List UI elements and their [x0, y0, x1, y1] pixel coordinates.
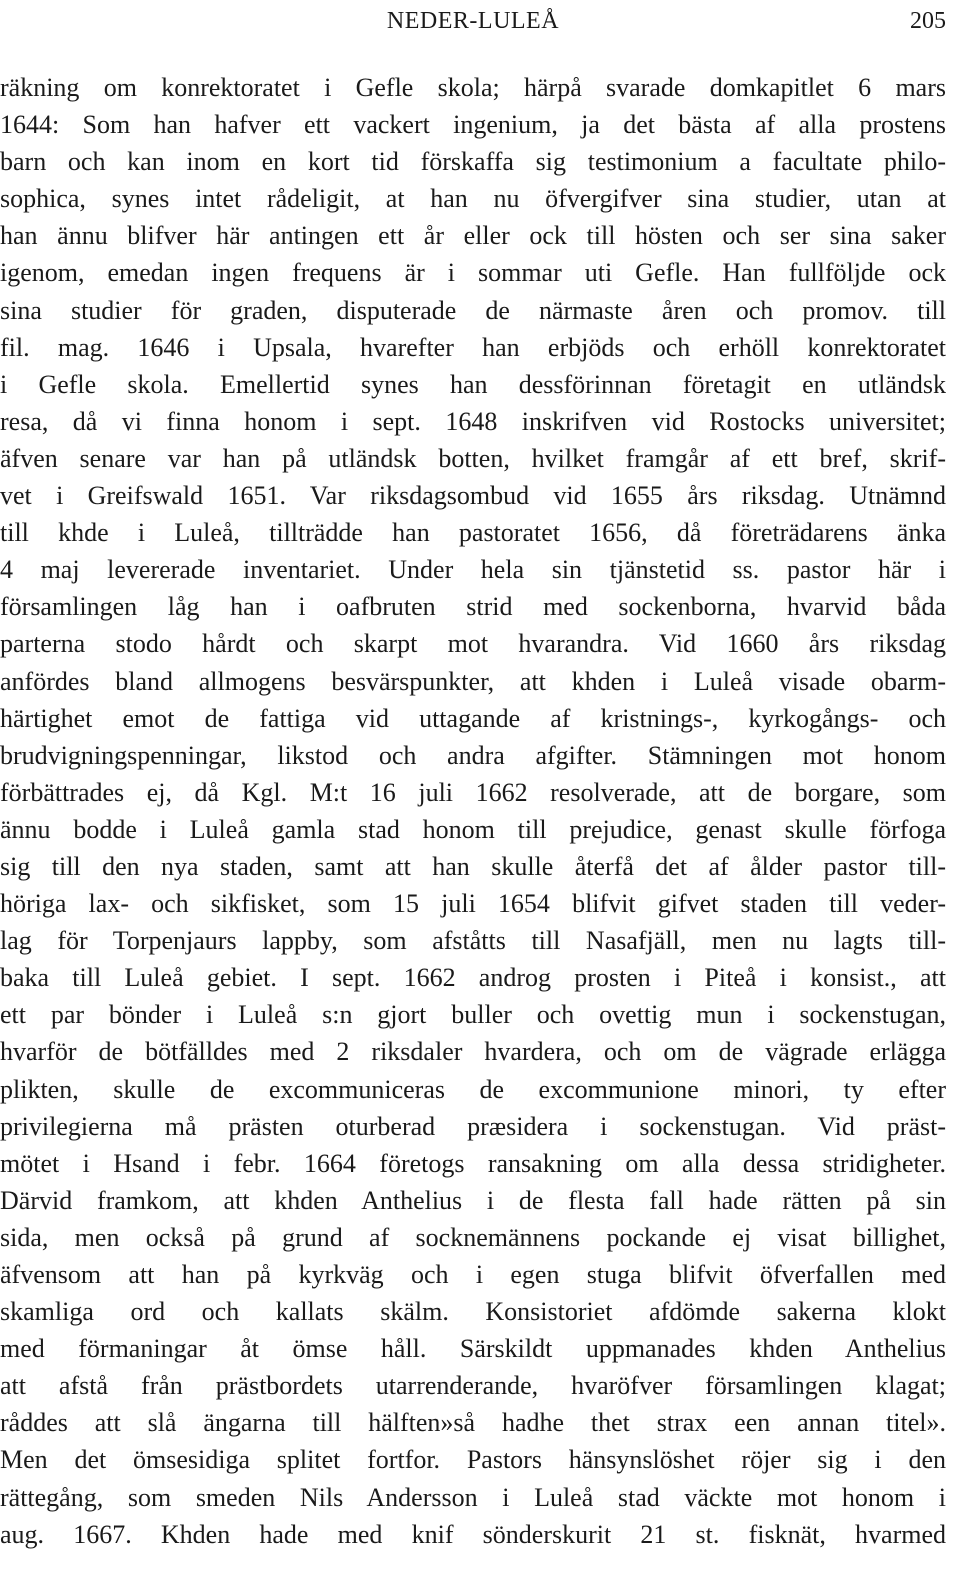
- text-line: plikten, skulle de excommuniceras de excommunione minori, ty efter: [0, 1074, 946, 1104]
- text-line: brudvigningspenningar, likstod och andra afgifter. Stämningen mot honom: [0, 740, 946, 770]
- text-line: att afstå från prästbordets utarrenderande, hvaröfver församlingen klagat;: [0, 1371, 946, 1401]
- text-line: anfördes bland allmogens besvärspunkter, att khden i Luleå visade obarm-: [0, 666, 946, 696]
- body-text: [0, 69, 946, 1553]
- text-line: äfven senare var han på utländsk botten, hvilket framgår af ett bref, skrif-: [0, 443, 946, 473]
- text-line: resa, då vi finna honom i sept. 1648 inskrifven vid Rostocks universitet;: [0, 406, 946, 436]
- text-line: förbättrades ej, då Kgl. M:t 16 juli 1662 resolverade, att de borgare, som: [0, 777, 946, 807]
- text-line: Därvid framkom, att khden Anthelius i de flesta fall hade rätten på sin: [0, 1185, 946, 1215]
- text-line: vet i Greifswald 1651. Var riksdagsombud vid 1655 års riksdag. Utnämnd: [0, 481, 946, 511]
- text-line: rättegång, som smeden Nils Andersson i Luleå stad väckte mot honom i: [0, 1482, 946, 1512]
- text-line: hvarför de bötfälldes med 2 riksdaler hvardera, och om de vägrade erlägga: [0, 1037, 946, 1067]
- running-title: NEDER-LULEÅ: [386, 8, 560, 34]
- text-line: till khde i Luleå, tillträdde han pastoratet 1656, då företrädarens änka: [0, 518, 946, 548]
- text-line: härtighet emot de fattiga vid uttagande af kristnings-, kyrkogångs- och: [0, 703, 946, 733]
- text-line: sina studier för graden, disputerade de närmaste åren och promov. till: [0, 295, 946, 325]
- text-line: församlingen låg han i oafbruten strid med sockenborna, hvarvid båda: [0, 592, 946, 622]
- text-line: 1644: Som han hafver ett vackert ingenium, ja det bästa af alla prostens: [0, 110, 946, 140]
- text-line: sida, men också på grund af socknemännens pockande ej visat billighet,: [0, 1222, 946, 1252]
- text-line: mötet i Hsand i febr. 1664 företogs ransakning om alla dessa stridigheter.: [0, 1148, 946, 1178]
- text-line: privilegierna må prästen oturberad præsidera i sockenstugan. Vid präst-: [0, 1111, 946, 1141]
- page-number: 205: [910, 8, 946, 34]
- text-line: baka till Luleå gebiet. I sept. 1662 androg prosten i Piteå i konsist., att: [0, 963, 946, 993]
- text-line: igenom, emedan ingen frequens är i sommar uti Gefle. Han fullföljde ock: [0, 258, 946, 288]
- text-line: aug. 1667. Khden hade med knif sönderskurit 21 st. fisknät, hvarmed: [0, 1519, 946, 1549]
- text-line: i Gefle skola. Emellertid synes han dessförinnan företagit en utländsk: [0, 369, 946, 399]
- text-line: skamliga ord och kallats skälm. Konsistoriet afdömde sakerna klokt: [0, 1297, 946, 1327]
- text-line: med förmaningar åt ömse håll. Särskildt uppmanades khden Anthelius: [0, 1334, 946, 1364]
- text-line: räkning om konrektoratet i Gefle skola; härpå svarade domkapitlet 6 mars: [0, 73, 946, 102]
- text-line: ännu bodde i Luleå gamla stad honom till prejudice, genast skulle förfoga: [0, 814, 946, 844]
- text-line: parterna stodo hårdt och skarpt mot hvarandra. Vid 1660 års riksdag: [0, 629, 946, 659]
- text-line: sig till den nya staden, samt att han skulle återfå det af ålder pastor till-: [0, 851, 946, 881]
- text-line: 4 maj levererade inventariet. Under hela sin tjänstetid ss. pastor här i: [0, 555, 946, 585]
- text-line: Men det ömsesidiga splitet fortfor. Pastors hänsynslöshet röjer sig i den: [0, 1445, 946, 1475]
- text-line: lag för Torpenjaurs lappby, som afståtts till Nasafjäll, men nu lagts till-: [0, 926, 946, 956]
- text-line: fil. mag. 1646 i Upsala, hvarefter han erbjöds och erhöll konrektoratet: [0, 332, 946, 362]
- text-line: ett par bönder i Luleå s:n gjort buller och ovettig mun i sockenstugan,: [0, 1000, 946, 1030]
- text-line: sophica, synes intet rådeligit, at han nu öfvergifver sina studier, utan at: [0, 184, 946, 214]
- text-line: barn och kan inom en kort tid förskaffa sig testimonium a facultate philo-: [0, 147, 946, 177]
- running-header: [0, 4, 946, 38]
- text-line: höriga lax- och sikfisket, som 15 juli 1654 blifvit gifvet staden till veder-: [0, 889, 946, 919]
- text-line: äfvensom att han på kyrkväg och i egen stuga blifvit öfverfallen med: [0, 1260, 946, 1289]
- text-line: råddes att slå ängarna till hälften»så hadhe thet strax een annan titel».: [0, 1408, 946, 1438]
- text-line: han ännu blifver här antingen ett år eller ock till hösten och ser sina saker: [0, 221, 946, 251]
